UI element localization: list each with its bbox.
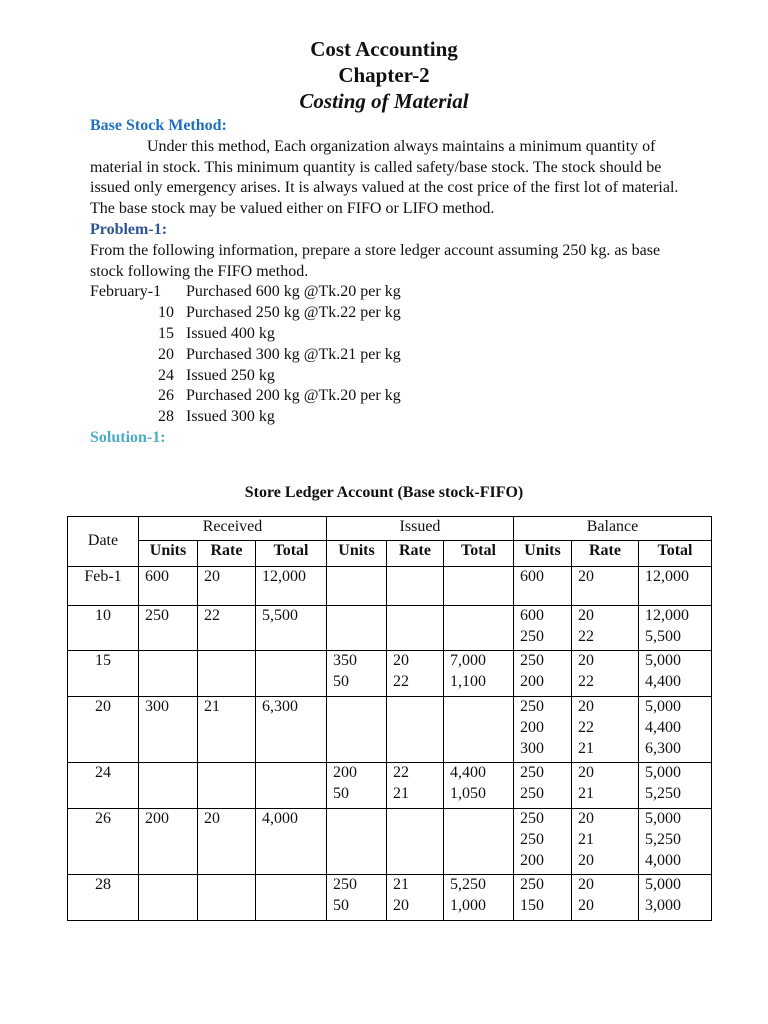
ledger-cell-value: 22 bbox=[578, 627, 594, 645]
balance-rate-cell bbox=[572, 651, 639, 697]
ledger-cell-value: 21 bbox=[578, 785, 594, 803]
ledger-cell-value: 20 bbox=[578, 568, 594, 585]
received-units-cell bbox=[139, 567, 198, 606]
issued-units-cell bbox=[327, 605, 387, 651]
balance-total-cell bbox=[639, 651, 712, 697]
issued-rate-cell bbox=[387, 875, 444, 921]
received-rate-cell bbox=[198, 651, 256, 697]
ledger-cell-value: 200 bbox=[520, 851, 544, 869]
ledger-cell-value: 20 bbox=[204, 568, 220, 585]
received-total-cell bbox=[256, 605, 327, 651]
ledger-row bbox=[68, 875, 712, 921]
balance-rate-cell bbox=[572, 567, 639, 606]
ledger-cell-value: 6,300 bbox=[645, 739, 681, 757]
ledger-row bbox=[68, 763, 712, 809]
transaction-item bbox=[90, 407, 690, 428]
ledger-cell-value: 350 bbox=[333, 652, 357, 670]
ledger-cell-value: 5,000 bbox=[645, 652, 681, 670]
ledger-cell-value: 5,250 bbox=[645, 830, 681, 848]
received-total-cell bbox=[256, 875, 327, 921]
transaction-date: 26 bbox=[158, 387, 174, 405]
ledger-cell-value: 250 bbox=[520, 876, 544, 894]
problem-statement: From the following information, prepare a store ledger account assuming 250 kg. as base stock following the FIFO method. bbox=[90, 241, 661, 280]
ledger-date-cell: Feb-1 bbox=[68, 567, 139, 606]
ledger-cell-value: 5,000 bbox=[645, 697, 681, 715]
ledger-cell-value: 1,050 bbox=[450, 785, 486, 803]
transaction-text: Purchased 300 kg @Tk.21 per kg bbox=[186, 345, 401, 363]
balance-total-cell bbox=[639, 763, 712, 809]
ledger-row bbox=[68, 605, 712, 651]
balance-units-cell bbox=[514, 567, 572, 606]
ledger-cell-value: 50 bbox=[333, 897, 349, 915]
balance-total-cell bbox=[639, 808, 712, 874]
issued-total-cell bbox=[444, 808, 514, 874]
ledger-cell-value: 50 bbox=[333, 673, 349, 691]
ledger-cell-value: 12,000 bbox=[262, 568, 306, 585]
balance-units-cell bbox=[514, 651, 572, 697]
received-total-cell bbox=[256, 763, 327, 809]
ledger-cell-value: 600 bbox=[145, 568, 169, 585]
ledger-cell-value: 3,000 bbox=[645, 897, 681, 915]
ledger-cell-value: 22 bbox=[578, 718, 594, 736]
ledger-cell-value: 5,000 bbox=[645, 764, 681, 782]
transaction-date: 10 bbox=[158, 304, 174, 322]
ledger-cell-value: 1,000 bbox=[450, 897, 486, 915]
balance-total-cell bbox=[639, 696, 712, 762]
ledger-cell-value: 250 bbox=[520, 697, 544, 715]
ledger-cell-value: 22 bbox=[393, 764, 409, 782]
ledger-cell-value: 200 bbox=[145, 809, 169, 827]
ledger-cell-value: 4,400 bbox=[450, 764, 486, 782]
ledger-cell-value: 21 bbox=[578, 739, 594, 757]
ledger-cell-value: 21 bbox=[204, 697, 220, 715]
issued-units-cell bbox=[327, 875, 387, 921]
problem-heading: Problem-1: bbox=[90, 220, 168, 238]
ledger-cell-value: 20 bbox=[393, 652, 409, 670]
ledger-cell-value: 5,250 bbox=[450, 876, 486, 894]
balance-rate-cell bbox=[572, 696, 639, 762]
transaction-date: February-1 bbox=[90, 283, 162, 301]
issued-total-cell bbox=[444, 605, 514, 651]
ledger-date-cell: 28 bbox=[68, 875, 139, 921]
received-units-cell bbox=[139, 696, 198, 762]
transaction-item bbox=[90, 386, 690, 407]
balance-rate-cell bbox=[572, 808, 639, 874]
section-paragraph: Under this method, Each organization always maintains a minimum quantity of material in stock. This minimum quantity is called safety/base stock. The stock should be issued only emergency arises. It is always valued at the cost price of the first lot of material. The base stock may be valued either on FIFO or LIFO method. bbox=[90, 137, 679, 218]
ledger-cell-value: 200 bbox=[520, 718, 544, 736]
store-ledger-table bbox=[67, 516, 712, 921]
issued-rate-cell bbox=[387, 763, 444, 809]
transaction-text: Issued 300 kg bbox=[186, 408, 275, 426]
section-heading: Base Stock Method: bbox=[90, 117, 227, 134]
ledger-cell-value: 22 bbox=[393, 673, 409, 691]
received-rate-cell bbox=[198, 696, 256, 762]
ledger-cell-value: 600 bbox=[520, 568, 544, 585]
ledger-cell-value: 200 bbox=[520, 673, 544, 691]
solution-heading: Solution-1: bbox=[90, 428, 166, 446]
ledger-cell-value: 1,100 bbox=[450, 673, 486, 691]
issued-total-cell bbox=[444, 696, 514, 762]
ledger-row bbox=[68, 567, 712, 606]
document-header bbox=[0, 36, 768, 114]
ledger-date-cell: 20 bbox=[68, 696, 139, 762]
transaction-text: Purchased 200 kg @Tk.20 per kg bbox=[186, 387, 401, 405]
ledger-cell-value: 250 bbox=[520, 809, 544, 827]
ledger-cell-value: 50 bbox=[333, 785, 349, 803]
ledger-cell-value: 20 bbox=[578, 764, 594, 782]
ledger-cell-value: 250 bbox=[520, 627, 544, 645]
balance-units-cell bbox=[514, 875, 572, 921]
ledger-row bbox=[68, 651, 712, 697]
received-total-cell bbox=[256, 567, 327, 606]
ledger-cell-value: 250 bbox=[520, 785, 544, 803]
balance-units-cell bbox=[514, 808, 572, 874]
ledger-row bbox=[68, 808, 712, 874]
balance-total-cell bbox=[639, 875, 712, 921]
issued-units-header: Units bbox=[327, 541, 387, 567]
transaction-item bbox=[90, 366, 690, 387]
issued-total-cell bbox=[444, 567, 514, 606]
ledger-cell-value: 4,400 bbox=[645, 673, 681, 691]
ledger-cell-value: 250 bbox=[145, 606, 169, 624]
transaction-date: 24 bbox=[158, 366, 174, 384]
ledger-cell-value: 21 bbox=[393, 785, 409, 803]
issued-units-cell bbox=[327, 763, 387, 809]
issued-units-cell bbox=[327, 567, 387, 606]
received-units-cell bbox=[139, 808, 198, 874]
issued-rate-header: Rate bbox=[387, 541, 444, 567]
ledger-body bbox=[68, 567, 712, 921]
date-column-header: Date bbox=[68, 517, 139, 567]
ledger-cell-value: 4,000 bbox=[645, 851, 681, 869]
document-title: Cost Accounting bbox=[310, 37, 458, 61]
ledger-cell-value: 22 bbox=[204, 606, 220, 624]
ledger-cell-value: 20 bbox=[204, 809, 220, 827]
received-rate-cell bbox=[198, 567, 256, 606]
balance-rate-cell bbox=[572, 605, 639, 651]
transaction-item bbox=[90, 345, 690, 366]
received-units-header: Units bbox=[139, 541, 198, 567]
ledger-date-cell: 24 bbox=[68, 763, 139, 809]
ledger-group-header-row bbox=[68, 517, 712, 541]
balance-total-cell bbox=[639, 567, 712, 606]
transaction-text: Purchased 600 kg @Tk.20 per kg bbox=[186, 283, 401, 301]
balance-units-header: Units bbox=[514, 541, 572, 567]
received-total-cell bbox=[256, 808, 327, 874]
balance-total-header: Total bbox=[639, 541, 712, 567]
received-rate-cell bbox=[198, 605, 256, 651]
ledger-cell-value: 20 bbox=[578, 809, 594, 827]
issued-rate-cell bbox=[387, 696, 444, 762]
issued-units-cell bbox=[327, 696, 387, 762]
ledger-cell-value: 5,000 bbox=[645, 809, 681, 827]
ledger-cell-value: 5,000 bbox=[645, 876, 681, 894]
ledger-cell-value: 5,500 bbox=[262, 606, 298, 624]
balance-group-header: Balance bbox=[514, 517, 712, 541]
ledger-column-header-row bbox=[68, 541, 712, 567]
transaction-text: Issued 250 kg bbox=[186, 366, 275, 384]
ledger-cell-value: 300 bbox=[520, 739, 544, 757]
ledger-cell-value: 20 bbox=[578, 897, 594, 915]
ledger-cell-value: 7,000 bbox=[450, 652, 486, 670]
issued-rate-cell bbox=[387, 808, 444, 874]
ledger-cell-value: 250 bbox=[520, 652, 544, 670]
received-rate-cell bbox=[198, 808, 256, 874]
ledger-date-cell: 10 bbox=[68, 605, 139, 651]
received-total-header: Total bbox=[256, 541, 327, 567]
balance-rate-header: Rate bbox=[572, 541, 639, 567]
balance-rate-cell bbox=[572, 763, 639, 809]
ledger-cell-value: 250 bbox=[520, 764, 544, 782]
chapter-heading: Chapter-2 bbox=[338, 63, 430, 87]
received-rate-cell bbox=[198, 763, 256, 809]
ledger-cell-value: 21 bbox=[578, 830, 594, 848]
transaction-date: 15 bbox=[158, 324, 174, 342]
ledger-cell-value: 20 bbox=[578, 652, 594, 670]
ledger-cell-value: 22 bbox=[578, 673, 594, 691]
received-total-cell bbox=[256, 651, 327, 697]
balance-total-cell bbox=[639, 605, 712, 651]
received-group-header: Received bbox=[139, 517, 327, 541]
ledger-cell-value: 20 bbox=[578, 606, 594, 624]
ledger-row bbox=[68, 696, 712, 762]
ledger-cell-value: 21 bbox=[393, 876, 409, 894]
transaction-text: Purchased 250 kg @Tk.22 per kg bbox=[186, 304, 401, 322]
issued-units-cell bbox=[327, 808, 387, 874]
transaction-item bbox=[90, 324, 690, 345]
received-total-cell bbox=[256, 696, 327, 762]
ledger-cell-value: 150 bbox=[520, 897, 544, 915]
ledger-cell-value: 200 bbox=[333, 764, 357, 782]
received-rate-cell bbox=[198, 875, 256, 921]
issued-group-header: Issued bbox=[327, 517, 514, 541]
balance-units-cell bbox=[514, 696, 572, 762]
balance-units-cell bbox=[514, 605, 572, 651]
received-units-cell bbox=[139, 651, 198, 697]
ledger-cell-value: 20 bbox=[578, 697, 594, 715]
ledger-date-cell: 15 bbox=[68, 651, 139, 697]
received-rate-header: Rate bbox=[198, 541, 256, 567]
ledger-title: Store Ledger Account (Base stock-FIFO) bbox=[244, 484, 524, 501]
issued-units-cell bbox=[327, 651, 387, 697]
transaction-text: Issued 400 kg bbox=[186, 324, 275, 342]
transaction-date: 20 bbox=[158, 345, 174, 363]
received-units-cell bbox=[139, 763, 198, 809]
document-body bbox=[90, 116, 690, 449]
ledger-cell-value: 250 bbox=[333, 876, 357, 894]
received-units-cell bbox=[139, 875, 198, 921]
balance-rate-cell bbox=[572, 875, 639, 921]
ledger-cell-value: 12,000 bbox=[645, 606, 689, 624]
chapter-subtitle: Costing of Material bbox=[299, 89, 469, 113]
balance-units-cell bbox=[514, 763, 572, 809]
ledger-cell-value: 250 bbox=[520, 830, 544, 848]
ledger-cell-value: 12,000 bbox=[645, 568, 689, 585]
ledger-cell-value: 6,300 bbox=[262, 697, 298, 715]
ledger-cell-value: 20 bbox=[578, 851, 594, 869]
ledger-cell-value: 300 bbox=[145, 697, 169, 715]
ledger-cell-value: 20 bbox=[578, 876, 594, 894]
issued-rate-cell bbox=[387, 651, 444, 697]
issued-total-cell bbox=[444, 763, 514, 809]
transaction-item bbox=[90, 303, 690, 324]
ledger-cell-value: 4,000 bbox=[262, 809, 298, 827]
ledger-cell-value: 20 bbox=[393, 897, 409, 915]
received-units-cell bbox=[139, 605, 198, 651]
issued-total-cell bbox=[444, 651, 514, 697]
issued-rate-cell bbox=[387, 567, 444, 606]
transaction-date: 28 bbox=[158, 408, 174, 426]
ledger-cell-value: 5,250 bbox=[645, 785, 681, 803]
issued-total-cell bbox=[444, 875, 514, 921]
transaction-list bbox=[90, 282, 690, 428]
ledger-cell-value: 5,500 bbox=[645, 627, 681, 645]
issued-total-header: Total bbox=[444, 541, 514, 567]
issued-rate-cell bbox=[387, 605, 444, 651]
ledger-cell-value: 4,400 bbox=[645, 718, 681, 736]
ledger-cell-value: 600 bbox=[520, 606, 544, 624]
ledger-date-cell: 26 bbox=[68, 808, 139, 874]
transaction-item bbox=[90, 282, 690, 303]
